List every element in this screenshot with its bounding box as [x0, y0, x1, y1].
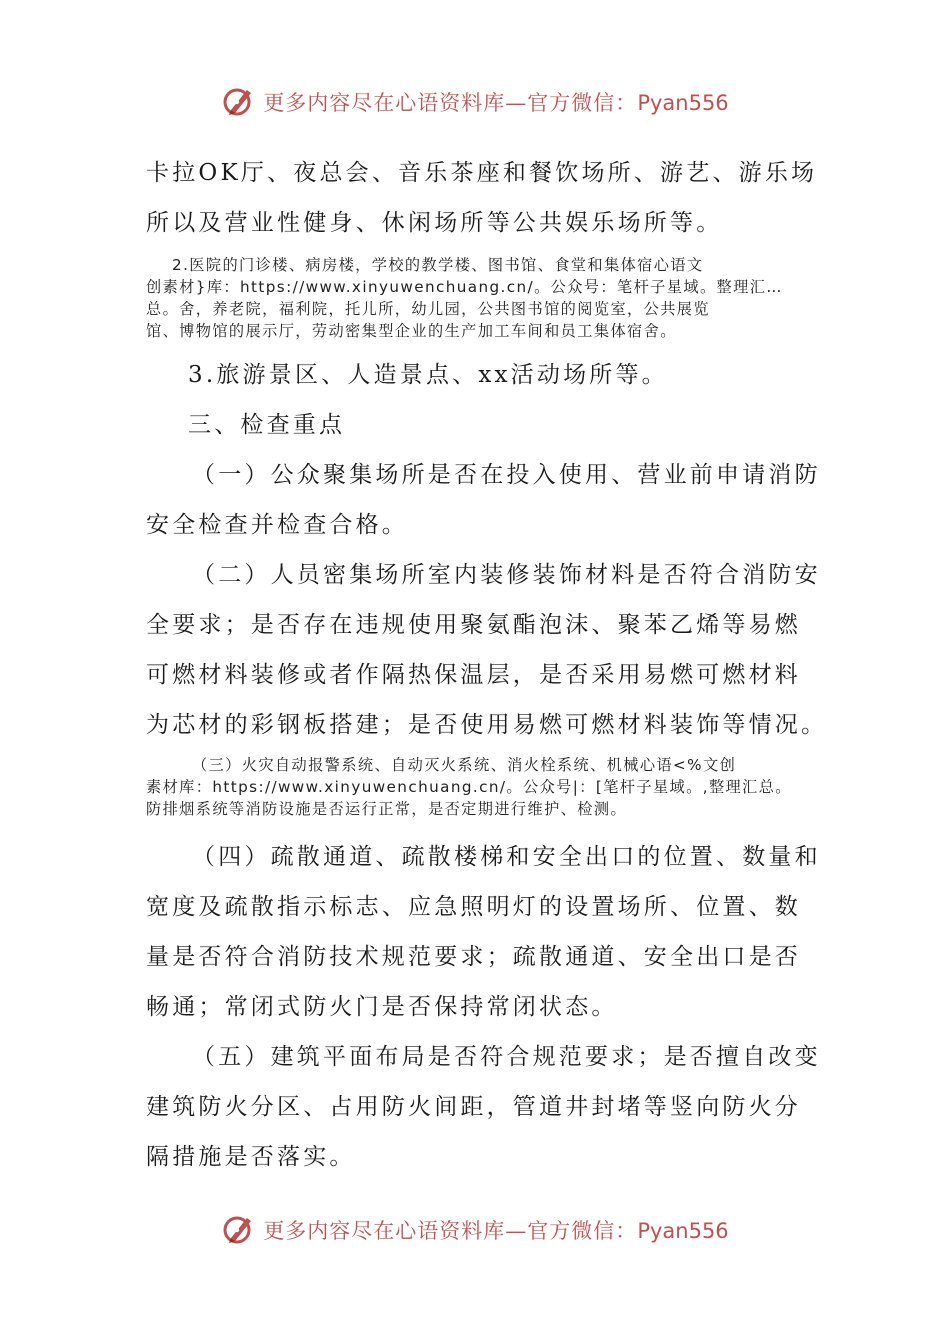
section-heading: 三、检查重点 [188, 412, 346, 438]
pen-logo-icon [221, 84, 257, 120]
paragraph-line: 为芯材的彩钢板搭建；是否使用易燃可燃材料装饰等情况。 [146, 712, 828, 738]
paragraph-line: 安全检查并检查合格。 [146, 512, 408, 538]
paragraph-line: 防排烟系统等消防设施是否运行正常，是否定期进行维护、检测。 [146, 800, 628, 818]
banner-handle: Pyan556 [637, 91, 729, 115]
paragraph-line: 卡拉OK厅、夜总会、音乐茶座和餐饮场所、游艺、游乐场 [146, 160, 818, 186]
paragraph-line: 全要求；是否存在违规使用聚氨酯泡沫、聚苯乙烯等易燃 [146, 612, 801, 638]
paragraph-line: 2.医院的门诊楼、病房楼，学校的教学楼、图书馆、食堂和集体宿心语文 [172, 256, 704, 274]
paragraph-line: （三）火灾自动报警系统、自动灭火系统、消火栓系统、机械心语<%文创 [192, 756, 737, 774]
footer-banner [0, 1208, 950, 1252]
paragraph-line: 所以及营业性健身、休闲场所等公共娱乐场所等。 [146, 210, 723, 236]
paragraph-line: （一）公众聚集场所是否在投入使用、营业前申请消防 [192, 462, 821, 488]
paragraph-line: 建筑防火分区、占用防火间距，管道井封堵等竖向防火分 [146, 1094, 801, 1120]
banner-handle: Pyan556 [637, 1219, 729, 1243]
document-body [146, 148, 828, 1182]
banner-text: 更多内容尽在心语资料库—官方微信：Pyan556 [263, 1219, 729, 1243]
paragraph-line: （五）建筑平面布局是否符合规范要求；是否擅自改变 [192, 1044, 821, 1070]
paragraph-line: 量是否符合消防技术规范要求；疏散通道、安全出口是否 [146, 944, 801, 970]
paragraph-line: 隔措施是否落实。 [146, 1144, 356, 1170]
paragraph-line: 可燃材料装修或者作隔热保温层，是否采用易燃可燃材料 [146, 662, 801, 688]
paragraph-line: 宽度及疏散指示标志、应急照明灯的设置场所、位置、数 [146, 894, 801, 920]
paragraph-line: 3.旅游景区、人造景点、xx活动场所等。 [188, 362, 668, 388]
banner-text: 更多内容尽在心语资料库—官方微信：Pyan556 [263, 91, 729, 115]
paragraph-line: 总。舍，养老院，福利院，托儿所，幼儿园，公共图书馆的阅览室，公共展览 [146, 300, 710, 318]
paragraph-line: 创素材}库：https://www.xinyuwenchuang.cn/。公众号：笔杆子星域。整理汇… [146, 278, 783, 296]
paragraph-line: 馆、博物馆的展示厅，劳动密集型企业的生产加工车间和员工集体宿舍。 [146, 322, 677, 340]
small-paragraph [146, 754, 814, 820]
pen-logo-icon [221, 1212, 257, 1248]
paragraph-line: （二）人员密集场所室内装修装饰材料是否符合消防安 [192, 562, 821, 588]
paragraph-line: （四）疏散通道、疏散楼梯和安全出口的位置、数量和 [192, 844, 821, 870]
paragraph-line: 素材库：https://www.xinyuwenchuang.cn/。公众号|：[笔杆子星域。,整理汇总。 [146, 778, 792, 796]
small-paragraph [146, 254, 814, 342]
paragraph-line: 畅通；常闭式防火门是否保持常闭状态。 [146, 994, 618, 1020]
header-banner [0, 80, 950, 124]
